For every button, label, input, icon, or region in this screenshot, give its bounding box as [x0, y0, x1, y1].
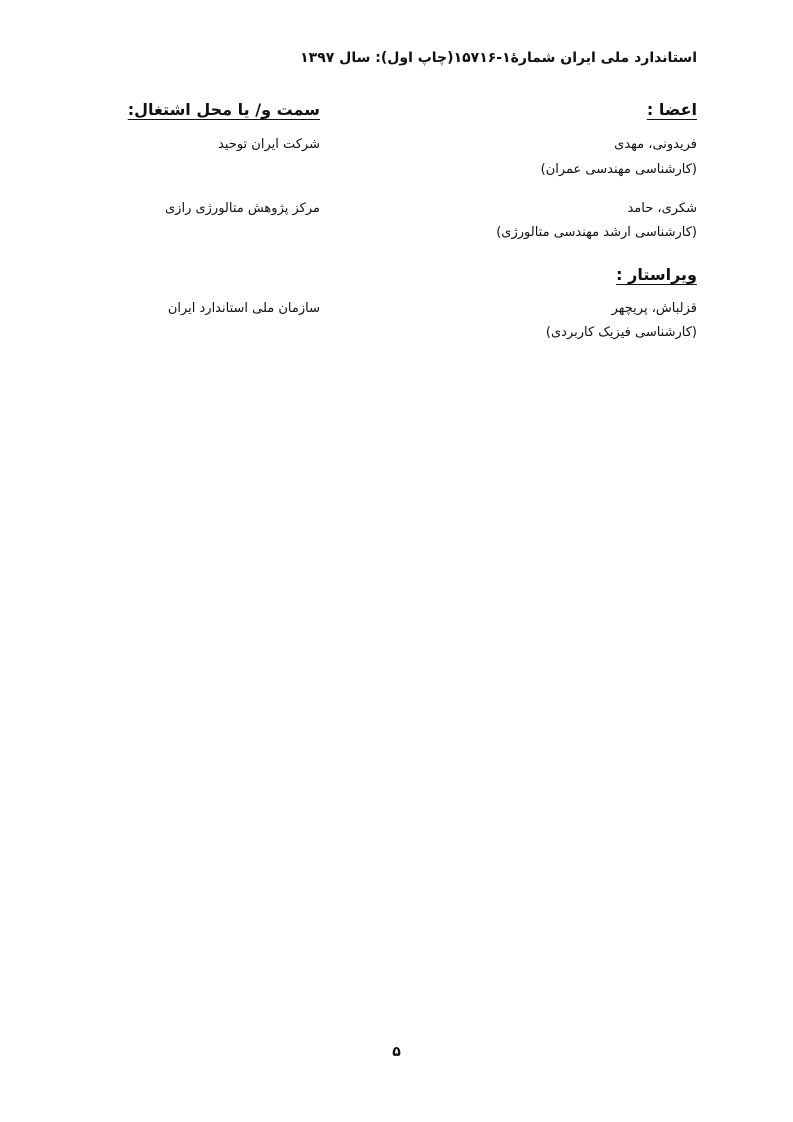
member-organization: شرکت ایران توحید: [218, 137, 320, 152]
editor-heading: ویراستار :: [616, 265, 697, 284]
editor-degree: (کارشناسی فیزیک کاربردی): [545, 325, 697, 340]
member-name: شکری، حامد: [627, 201, 697, 216]
editor-organization: سازمان ملی استاندارد ایران: [167, 301, 320, 316]
editor-name: قزلباش، پریچهر: [611, 301, 697, 316]
members-heading: اعضا :: [646, 100, 697, 119]
member-name: فریدونی، مهدی: [614, 137, 697, 152]
member-degree: (کارشناسی ارشد مهندسی متالورژی): [496, 225, 697, 240]
position-heading: سمت و/ یا محل اشتغال:: [127, 100, 320, 119]
member-degree: (کارشناسی مهندسی عمران): [540, 162, 697, 177]
page-number: ۵: [392, 1044, 401, 1060]
member-organization: مرکز پژوهش متالورژی رازی: [165, 201, 320, 216]
standard-title-header: استاندارد ملی ایران شمارۀ۱-۱۵۷۱۶(چاپ اول): سال ۱۳۹۷: [300, 50, 697, 66]
